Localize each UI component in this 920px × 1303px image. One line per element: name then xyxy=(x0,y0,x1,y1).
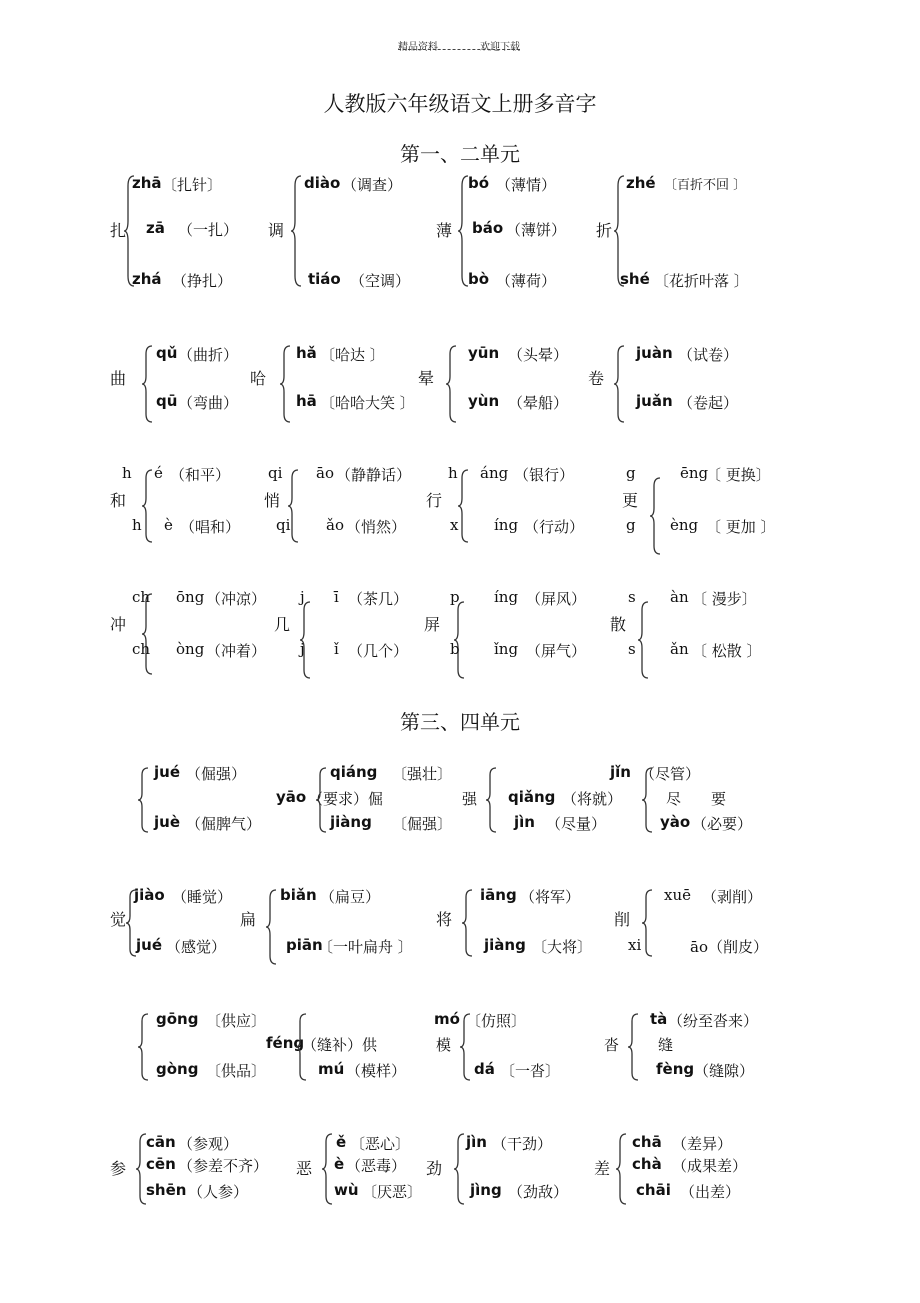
word: （一扎） xyxy=(178,221,239,239)
pinyin-final: è xyxy=(164,516,173,534)
pinyin-initial: h xyxy=(122,464,132,482)
word: 〔供应〕 xyxy=(206,1012,267,1030)
pinyin: jiàng xyxy=(484,936,526,954)
pinyin-initial: qi xyxy=(276,516,291,534)
pinyin: qiǎng xyxy=(508,788,556,806)
word: （倔脾气） xyxy=(186,815,262,833)
word: （冲着） xyxy=(206,642,267,660)
pinyin: jǐn xyxy=(610,763,631,781)
word: 〔百折不回 〕 xyxy=(664,178,747,193)
pinyin: chà xyxy=(632,1155,662,1173)
pinyin-final: ī xyxy=(334,588,339,606)
word: 〔厌恶〕 xyxy=(362,1183,423,1201)
entry-char: 卷 xyxy=(588,369,605,388)
pinyin-initial: s xyxy=(628,640,636,658)
page-title: 人教版六年级语文上册多音字 xyxy=(323,92,597,116)
pinyin: è xyxy=(334,1155,345,1173)
entry-char: 扁 xyxy=(240,910,257,929)
pinyin-final: é xyxy=(154,464,163,482)
pinyin-final: āo xyxy=(316,464,334,482)
word: （屏风） xyxy=(526,590,587,608)
word: 〔花折叶落 〕 xyxy=(654,272,749,290)
word: （参观） xyxy=(178,1135,239,1153)
word: （晕船） xyxy=(508,394,569,412)
pinyin: cān xyxy=(146,1133,176,1151)
brace xyxy=(642,768,654,832)
pinyin-final: ǎn xyxy=(670,640,689,658)
word: （劲敌） xyxy=(508,1183,569,1201)
word: 〔 松散 〕 xyxy=(692,642,762,660)
brace xyxy=(138,768,150,832)
word: 〔大将〕 xyxy=(532,938,593,956)
pinyin-final: íng xyxy=(494,516,519,534)
brace xyxy=(296,1014,308,1080)
pinyin: qǔ xyxy=(156,344,178,362)
pinyin-final: áng xyxy=(480,464,509,482)
brace xyxy=(291,176,303,286)
pinyin-initial: b xyxy=(450,640,460,658)
pinyin: diào xyxy=(304,174,341,192)
pinyin-initial: ch xyxy=(132,640,151,658)
brace xyxy=(458,470,470,542)
word: 〔 更换〕 xyxy=(706,466,771,484)
word: （人参） xyxy=(188,1183,249,1201)
entry-char: 更 xyxy=(622,491,639,510)
word: 〔倔强〕 xyxy=(392,815,453,833)
word: （薄荷） xyxy=(496,272,557,290)
word: （差异） xyxy=(672,1135,733,1153)
word: （银行） xyxy=(514,466,575,484)
pinyin: juǎn xyxy=(636,392,673,410)
word: （卷起） xyxy=(678,394,739,412)
pinyin: jìn xyxy=(514,813,535,831)
pinyin: ě xyxy=(336,1133,347,1151)
word: 〔一叶扁舟 〕 xyxy=(318,938,413,956)
brace xyxy=(142,594,154,674)
pinyin: báo xyxy=(472,219,504,237)
word: 〔仿照〕 xyxy=(466,1012,527,1030)
word: （试卷） xyxy=(678,346,739,364)
entry-char: 削 xyxy=(614,910,631,929)
pinyin-final: ǐng xyxy=(494,640,519,658)
word: āo（削皮） xyxy=(690,938,768,956)
word: 〔哈哈大笑 〕 xyxy=(320,394,415,412)
word: （尽管） xyxy=(640,765,701,783)
word: 〔哈达 〕 xyxy=(320,346,385,364)
word: （成果差） xyxy=(672,1157,748,1175)
pinyin: chā xyxy=(632,1133,662,1151)
word: （参差不齐） xyxy=(178,1157,269,1175)
pinyin: qū xyxy=(156,392,178,410)
pinyin: shé xyxy=(620,270,650,288)
entry-char: 模 xyxy=(436,1036,452,1054)
pinyin-initial: j xyxy=(300,588,305,606)
pinyin-initial: s xyxy=(628,588,636,606)
pinyin: xuē xyxy=(664,886,691,904)
pinyin-final: òng xyxy=(176,640,205,658)
pinyin-final: ēng xyxy=(680,464,709,482)
pinyin: yùn xyxy=(468,392,500,410)
word: （茶几） xyxy=(348,590,409,608)
word: （模样） xyxy=(346,1062,407,1080)
word: 尽 要 xyxy=(666,790,727,808)
pinyin: dá xyxy=(474,1060,495,1078)
word: （唱和） xyxy=(180,518,241,536)
pinyin: fèng xyxy=(656,1060,695,1078)
brace xyxy=(628,1014,640,1080)
word: （尽量） xyxy=(546,815,607,833)
pinyin: qiáng xyxy=(330,763,378,781)
pinyin: féng xyxy=(266,1034,305,1052)
brace xyxy=(638,602,650,678)
pinyin: yāo xyxy=(276,788,307,806)
pinyin: gōng xyxy=(156,1010,199,1028)
word: （剥削） xyxy=(702,888,763,906)
unit-heading-1: 第一、二单元 xyxy=(400,142,520,166)
pinyin-final: ǐ xyxy=(334,640,339,658)
pinyin: yào xyxy=(660,813,691,831)
entry-char: 缝 xyxy=(658,1036,674,1054)
word: 〔恶心〕 xyxy=(350,1135,411,1153)
pinyin-initial: h xyxy=(132,516,142,534)
pinyin: tiáo xyxy=(308,270,341,288)
brace xyxy=(446,346,458,422)
word: （纷至沓来） xyxy=(668,1012,759,1030)
entry-char: 悄 xyxy=(264,491,281,510)
word: （和平） xyxy=(170,466,231,484)
word: （缝补）供 xyxy=(302,1036,378,1054)
entry-char: 沓 xyxy=(604,1036,620,1054)
word: （静静话） xyxy=(336,466,412,484)
pinyin-initial: p xyxy=(450,588,460,606)
brace xyxy=(316,768,328,832)
pinyin-initial: ch xyxy=(132,588,151,606)
entry-char: 几 xyxy=(274,615,291,634)
pinyin: jiào xyxy=(134,886,165,904)
brace xyxy=(454,1134,466,1204)
word: （行动） xyxy=(524,518,585,536)
entry-char: 冲 xyxy=(110,615,127,634)
entry-char: 参 xyxy=(110,1159,127,1178)
pinyin-initial: x xyxy=(450,516,459,534)
entry-char: 哈 xyxy=(250,369,267,388)
word: （空调） xyxy=(350,272,411,290)
word: （扁豆） xyxy=(320,888,381,906)
unit-heading-2: 第三、四单元 xyxy=(400,710,520,734)
word: （曲折） xyxy=(178,346,239,364)
brace xyxy=(322,1134,334,1204)
pinyin: jiàng xyxy=(330,813,372,831)
pinyin: jué xyxy=(136,936,162,954)
brace xyxy=(280,346,292,422)
header-divider xyxy=(398,49,520,50)
word: （头晕） xyxy=(508,346,569,364)
pinyin-initial: qi xyxy=(268,464,283,482)
word: （薄饼） xyxy=(506,221,567,239)
word: 〔供品〕 xyxy=(206,1062,267,1080)
pinyin: gòng xyxy=(156,1060,199,1078)
pinyin: jìn xyxy=(466,1133,487,1151)
pinyin: biǎn xyxy=(280,886,317,904)
word: （挣扎） xyxy=(172,272,233,290)
word: （感觉） xyxy=(166,938,227,956)
word: （睡觉） xyxy=(172,888,233,906)
brace xyxy=(142,346,154,422)
word: 〔扎针〕 xyxy=(162,176,223,194)
pinyin-initial: j xyxy=(300,640,305,658)
entry-char: 和 xyxy=(110,491,127,510)
pinyin-final: ōng xyxy=(176,588,205,606)
entry-char: 晕 xyxy=(418,369,435,388)
word: 〔 漫步〕 xyxy=(692,590,757,608)
pinyin: juàn xyxy=(636,344,673,362)
word: （干劲） xyxy=(492,1135,553,1153)
word: （要求）倔 xyxy=(308,790,384,808)
pinyin-initial: g xyxy=(626,516,636,534)
pinyin: chāi xyxy=(636,1181,671,1199)
word: （调查） xyxy=(342,176,403,194)
word: （悄然） xyxy=(346,518,407,536)
pinyin: xi xyxy=(628,936,642,954)
pinyin: mó xyxy=(434,1010,460,1028)
pinyin: yūn xyxy=(468,344,500,362)
entry-char: 扎 xyxy=(110,221,127,240)
word: （屏气） xyxy=(526,642,587,660)
header-left: 精品资料 xyxy=(398,42,438,53)
word: （出差） xyxy=(680,1183,741,1201)
pinyin: hǎ xyxy=(296,344,317,362)
pinyin: hā xyxy=(296,392,317,410)
word: （将军） xyxy=(520,888,581,906)
entry-char: 差 xyxy=(594,1159,611,1178)
entry-char: 觉 xyxy=(110,910,127,929)
word: 〔一沓〕 xyxy=(500,1062,561,1080)
word: （薄情） xyxy=(496,176,557,194)
pinyin: mú xyxy=(318,1060,345,1078)
word: （弯曲） xyxy=(178,394,239,412)
entry-char: 曲 xyxy=(110,369,127,388)
entry-char: 行 xyxy=(426,491,443,510)
entry-char: 折 xyxy=(596,221,613,240)
pinyin: zhā xyxy=(132,174,162,192)
word: （恶毒） xyxy=(346,1157,407,1175)
brace xyxy=(138,1014,150,1080)
pinyin: juè xyxy=(154,813,180,831)
pinyin: piān xyxy=(286,936,323,954)
brace xyxy=(142,470,154,542)
brace xyxy=(642,890,654,956)
word: （倔强） xyxy=(186,765,247,783)
word: （几个） xyxy=(348,642,409,660)
entry-char: 强 xyxy=(462,790,478,808)
header-right: 欢迎下载 xyxy=(480,42,520,53)
word: （必要） xyxy=(692,815,753,833)
pinyin: wù xyxy=(334,1181,359,1199)
brace xyxy=(616,1134,628,1204)
pinyin-final: íng xyxy=(494,588,519,606)
entry-char: 调 xyxy=(268,221,285,240)
pinyin: cēn xyxy=(146,1155,176,1173)
brace xyxy=(486,768,498,832)
pinyin: shēn xyxy=(146,1181,187,1199)
entry-char: 劲 xyxy=(426,1159,443,1178)
pinyin: zhá xyxy=(132,270,162,288)
pinyin: zā xyxy=(146,219,165,237)
entry-char: 薄 xyxy=(436,221,453,240)
entry-char: 恶 xyxy=(296,1159,313,1178)
word: 〔 更加 〕 xyxy=(706,518,776,536)
brace xyxy=(462,890,474,956)
brace xyxy=(266,890,278,964)
word: （将就） xyxy=(562,790,623,808)
pinyin-final: àn xyxy=(670,588,689,606)
entry-char: 散 xyxy=(610,615,627,634)
pinyin-initial: g xyxy=(626,464,636,482)
brace xyxy=(614,346,626,422)
word: （缝隙） xyxy=(694,1062,755,1080)
pinyin: bò xyxy=(468,270,490,288)
entry-char: 将 xyxy=(436,910,453,929)
pinyin: tà xyxy=(650,1010,668,1028)
pinyin-initial: h xyxy=(448,464,458,482)
pinyin: jué xyxy=(154,763,180,781)
word: （冲凉） xyxy=(206,590,267,608)
pinyin: iāng xyxy=(480,886,517,904)
pinyin-final: ǎo xyxy=(326,516,344,534)
pinyin: bó xyxy=(468,174,490,192)
pinyin-final: èng xyxy=(670,516,699,534)
pinyin: jìng xyxy=(470,1181,502,1199)
entry-char: 屏 xyxy=(424,615,441,634)
pinyin: zhé xyxy=(626,174,656,192)
brace xyxy=(650,478,662,554)
word: 〔强壮〕 xyxy=(392,765,453,783)
